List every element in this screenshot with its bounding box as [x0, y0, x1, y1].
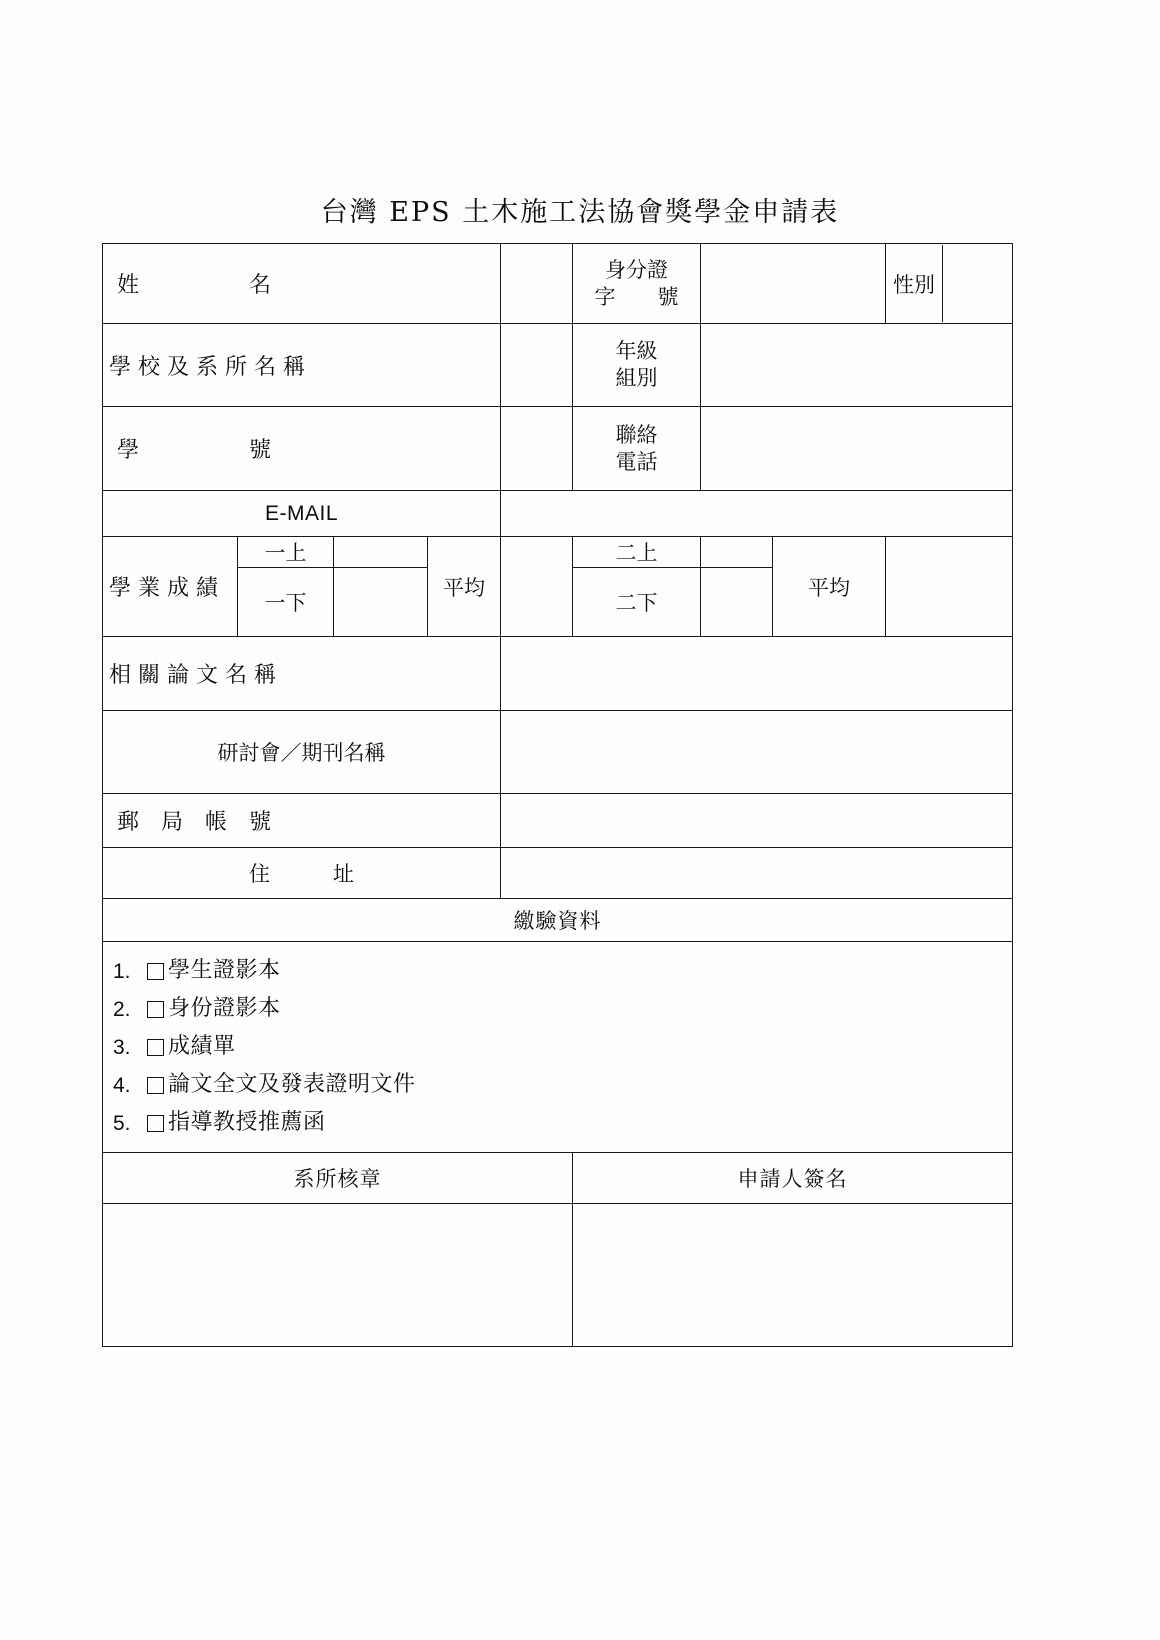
table-row-email: [103, 491, 1013, 537]
documents-section-title: 繳驗資料: [103, 899, 1013, 942]
academic-label: 學 業 成 績: [109, 576, 218, 601]
list-item-label: 論文全文及發表證明文件: [168, 1072, 416, 1097]
checkbox-icon[interactable]: [147, 1077, 164, 1094]
school-label-cell: [103, 324, 501, 407]
term-2-2-label: 二下: [573, 568, 701, 637]
average-2-label: 平均: [773, 537, 886, 637]
list-item-label: 身份證影本: [168, 996, 281, 1021]
post-account-label: 郵 局 帳 號: [117, 810, 272, 835]
table-row-thesis: [103, 637, 1013, 711]
list-item[interactable]: [113, 1028, 1012, 1066]
table-row-name: [103, 244, 1013, 324]
grade-value-cell[interactable]: [701, 324, 1013, 407]
term-1-1-label: 一上: [238, 537, 334, 568]
post-account-value-cell[interactable]: [501, 794, 1013, 848]
thesis-label-cell: [103, 637, 501, 711]
application-form-table: [102, 243, 1013, 1347]
grade-label-line1: 年級: [615, 339, 658, 364]
thesis-label: 相 關 論 文 名 稱: [109, 663, 276, 688]
checkbox-icon[interactable]: [147, 1001, 164, 1018]
journal-label: 研討會／期刊名稱: [103, 711, 501, 794]
phone-value-cell[interactable]: [701, 407, 1013, 491]
email-value-cell[interactable]: [501, 491, 1013, 537]
post-account-label-cell: [103, 794, 501, 848]
list-item[interactable]: [113, 1066, 1012, 1104]
phone-label-line2: 電話: [615, 449, 658, 474]
term-2-2-value-cell[interactable]: [701, 568, 773, 637]
list-item[interactable]: [113, 952, 1012, 990]
applicant-signature-label: 申請人簽名: [573, 1153, 1013, 1204]
checkbox-icon[interactable]: [147, 1039, 164, 1056]
application-form-table-wrapper: [102, 243, 1012, 1347]
student-id-label: 學 號: [117, 438, 272, 463]
address-label: 住 址: [103, 848, 501, 899]
list-item-number: 4.: [113, 1073, 131, 1097]
dept-seal-box[interactable]: [103, 1204, 573, 1347]
school-label: 學 校 及 系 所 名 稱: [109, 354, 305, 380]
page-title: 台灣 EPS 土木施工法協會獎學金申請表: [320, 197, 840, 228]
term-2-1-value-cell[interactable]: [701, 537, 773, 568]
table-row-signature-boxes: [103, 1204, 1013, 1347]
table-row-journal: [103, 711, 1013, 794]
grade-label-line2: 組別: [615, 366, 658, 390]
list-item[interactable]: [113, 1104, 1012, 1142]
phone-label-cell: [573, 407, 701, 491]
list-item-number: 3.: [113, 1035, 131, 1059]
checkbox-icon[interactable]: [147, 1115, 164, 1132]
gender-value-cell[interactable]: [943, 245, 1013, 322]
term-2-1-label: 二上: [573, 537, 701, 568]
academic-label-cell: [103, 537, 238, 637]
name-label: 姓 名: [117, 273, 272, 298]
list-item-label: 學生證影本: [168, 958, 281, 983]
table-row-school: [103, 324, 1013, 407]
list-item-number: 1.: [113, 959, 131, 983]
table-row-documents-header: [103, 899, 1013, 942]
dept-seal-label: 系所核章: [103, 1153, 573, 1204]
id-number-label-line1: 身分證: [605, 257, 669, 282]
documents-checklist: [103, 942, 1012, 1152]
average-2-value-cell[interactable]: [886, 537, 1013, 637]
applicant-signature-box[interactable]: [573, 1204, 1013, 1347]
journal-value-cell[interactable]: [501, 711, 1013, 794]
name-value-cell[interactable]: [501, 244, 573, 324]
table-row-student-id: [103, 407, 1013, 491]
table-row-signature-headers: [103, 1153, 1013, 1204]
thesis-value-cell[interactable]: [501, 637, 1013, 711]
name-label-cell: [103, 244, 501, 324]
list-item-label: 成績單: [168, 1034, 236, 1059]
average-1-value-cell[interactable]: [501, 537, 573, 637]
student-id-label-cell: [103, 407, 501, 491]
documents-checklist-cell: [103, 942, 1013, 1153]
checkbox-icon[interactable]: [147, 963, 164, 980]
term-1-1-value-cell[interactable]: [334, 537, 428, 568]
table-row-academic-upper: [103, 537, 1013, 568]
grade-label-cell: [573, 324, 701, 407]
address-value-cell[interactable]: [501, 848, 1013, 899]
table-row-documents-checklist: [103, 942, 1013, 1153]
table-row-post-account: [103, 794, 1013, 848]
average-1-label: 平均: [428, 537, 501, 637]
list-item-number: 2.: [113, 997, 131, 1021]
list-item[interactable]: [113, 990, 1012, 1028]
term-1-2-label: 一下: [238, 568, 334, 637]
email-label: E-MAIL: [103, 491, 501, 537]
school-value-cell[interactable]: [501, 324, 573, 407]
id-number-label-line2: 字 號: [594, 284, 679, 309]
id-number-label-cell: [573, 244, 701, 324]
id-number-value-cell[interactable]: [701, 244, 886, 324]
gender-cell-group: [886, 244, 1013, 324]
list-item-label: 指導教授推薦函: [168, 1110, 326, 1135]
list-item-number: 5.: [113, 1111, 131, 1135]
table-row-address: [103, 848, 1013, 899]
term-1-2-value-cell[interactable]: [334, 568, 428, 637]
student-id-value-cell[interactable]: [501, 407, 573, 491]
gender-label: 性別: [886, 245, 943, 322]
phone-label-line1: 聯絡: [615, 422, 658, 447]
